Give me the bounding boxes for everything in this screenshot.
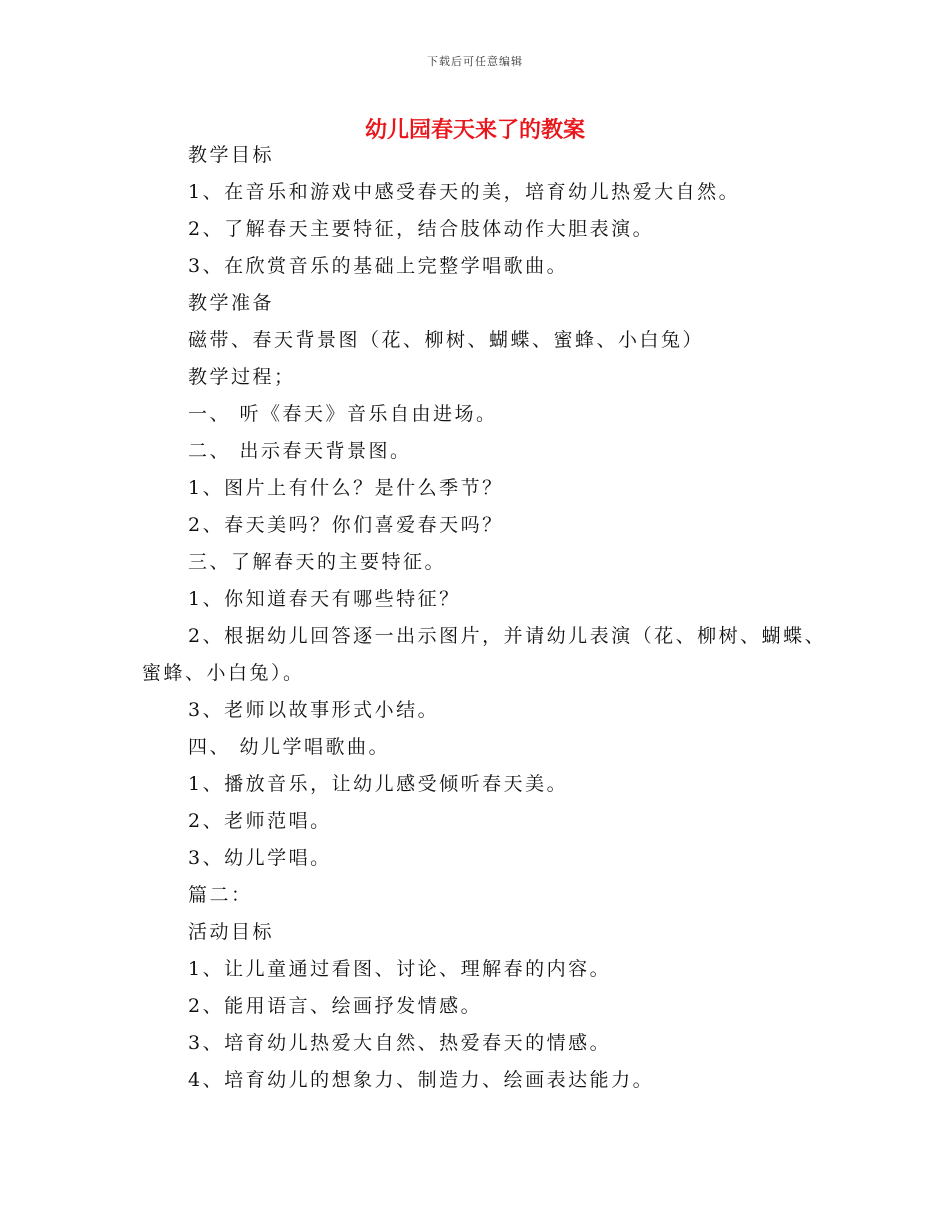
process-step: 二、 出示春天背景图。	[188, 440, 412, 462]
process-substep: 3、幼儿学唱。	[188, 847, 332, 869]
document-title: 幼儿园春天来了的教案	[364, 118, 585, 143]
activity-objective-item: 1、让儿童通过看图、讨论、理解春的内容。	[188, 958, 612, 980]
preparation-item: 磁带、春天背景图（花、柳树、蝴蝶、蜜蜂、小白兔）	[188, 329, 705, 351]
process-step: 四、 幼儿学唱歌曲。	[188, 736, 391, 758]
process-substep: 1、你知道春天有哪些特征？	[188, 588, 461, 610]
page-header-note: 下载后可任意编辑	[427, 55, 523, 68]
activity-objective-item: 2、能用语言、绘画抒发情感。	[188, 995, 483, 1017]
process-step: 一、 听《春天》音乐自由进场。	[188, 403, 498, 425]
process-substep: 2、春天美吗？你们喜爱春天吗？	[188, 514, 504, 536]
objective-item: 1、在音乐和游戏中感受春天的美，培育幼儿热爱大自然。	[188, 181, 741, 203]
section-heading-activity-objectives: 活动目标	[188, 921, 275, 943]
process-substep: 1、播放音乐，让幼儿感受倾听春天美。	[188, 773, 569, 795]
process-substep: 2、根据幼儿回答逐一出示图片，并请幼儿表演（花、柳树、蝴蝶、	[188, 625, 827, 647]
process-substep: 3、老师以故事形式小结。	[188, 699, 440, 721]
process-substep-continued: 蜜蜂、小白兔）。	[142, 662, 305, 684]
section-heading-process: 教学过程；	[188, 366, 296, 388]
section-heading-part-two: 篇二：	[188, 884, 253, 906]
process-step: 三、了解春天的主要特征。	[188, 551, 447, 573]
process-substep: 1、图片上有什么？是什么季节？	[188, 477, 504, 499]
activity-objective-item: 3、培育幼儿热爱大自然、热爱春天的情感。	[188, 1032, 612, 1054]
document-body	[0, 135, 950, 1115]
section-heading-objectives: 教学目标	[188, 144, 275, 166]
objective-item: 2、了解春天主要特征，结合肢体动作大胆表演。	[188, 218, 655, 240]
section-heading-preparation: 教学准备	[188, 292, 275, 314]
activity-objective-item: 4、培育幼儿的想象力、制造力、绘画表达能力。	[188, 1069, 655, 1091]
process-substep: 2、老师范唱。	[188, 810, 332, 832]
objective-item: 3、在欣赏音乐的基础上完整学唱歌曲。	[188, 255, 569, 277]
